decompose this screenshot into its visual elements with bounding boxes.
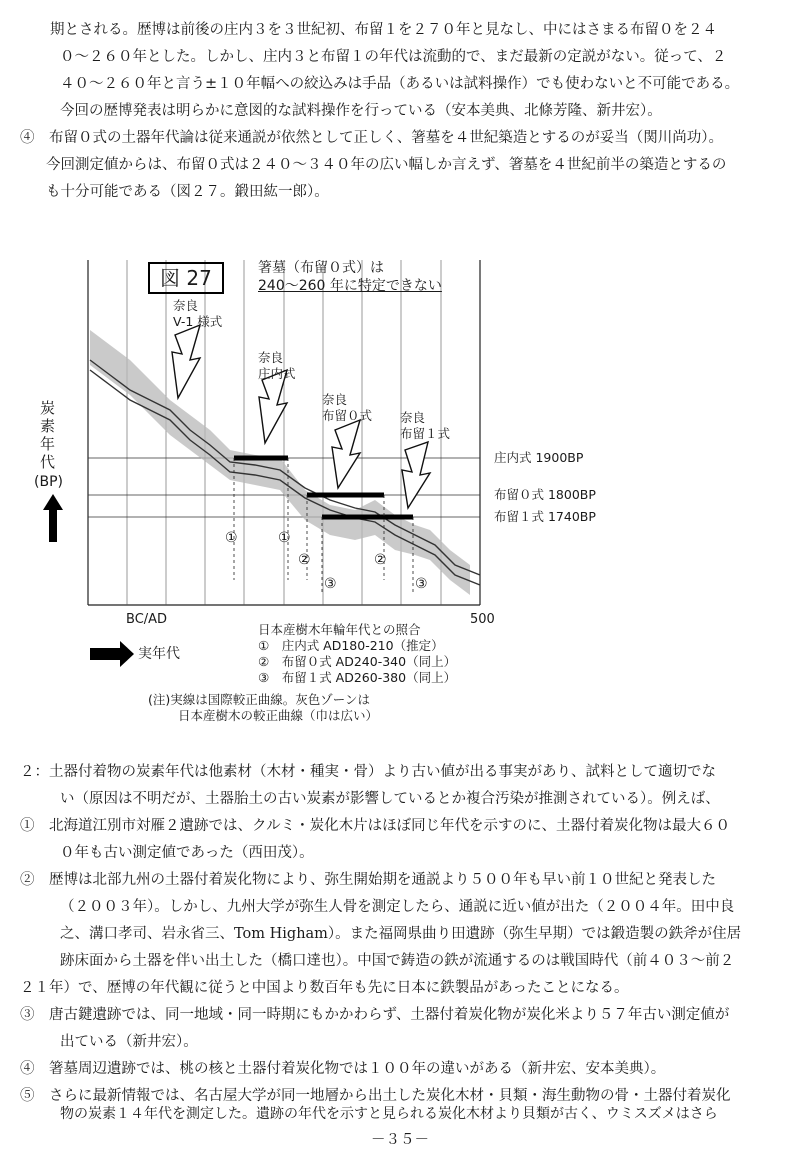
y-axis-label: 年 [40,435,56,453]
text-line: い（原因は不明だが、土器胎土の古い炭素が影響しているとか複合汚染が推測されている）。例えば、 [60,791,720,807]
text-line: （２００３年）。しかし、九州大学が弥生人骨を測定したら、通説に近い値が出た（２００４年。田中良 [60,899,735,915]
page-number: －３５－ [371,1132,429,1148]
label-nara-furu0: 布留０式 [322,408,373,423]
legend-item: ① 庄内式 AD180-210（推定） [258,638,444,653]
label-nara-shonai: 庄内式 [258,366,296,381]
y-axis-label: 代 [40,453,56,471]
figure-headline: 240～260 年に特定できない [258,278,442,294]
y-axis-label: 炭 [40,399,56,417]
text-line: 跡床面から土器を伴い出土した（橋口達也）。中国で鋳造の鉄が流通するのは戦国時代（前４０３～前２ [60,953,735,969]
arrow-v1 [172,325,200,398]
figure-27 [30,250,630,750]
marker-circle-1: ① [225,530,238,546]
y-axis-unit: (BP) [34,474,63,490]
up-arrow-icon [43,494,63,542]
text-line: ４０～２６０年と言う±１０年幅への絞込みは手品（あるいは試料操作）でも使わないと不可能である。 [60,76,740,92]
text-line: 今回測定値からは、布留０式は２４０～３４０年の広い幅しか言えず、箸墓を４世紀前半の築造とするの [46,157,727,173]
figure-note: (注)実線は国際較正曲線。灰色ゾーンは [148,692,371,707]
text-line: ⑤ さらに最新情報では、名古屋大学が同一地層から出土した炭化木材・貝類・海生動物の骨・土器付着炭化 [20,1088,731,1104]
label-nara-v1: V-1 様式 [173,314,223,329]
text-line: 今回の歴博発表は明らかに意図的な試料操作を行っている（安本美典、北條芳隆、新井宏）。 [60,103,662,119]
text-line: ① 北海道江別市対雁２遺跡では、クルミ・炭化木片はほぼ同じ年代を示すのに、土器付着炭化物は最大６０ [20,818,731,834]
text-line: ② 歴博は北部九州の土器付着炭化物により、弥生開始期を通説より５００年も早い前１０世紀と発表した [20,872,716,888]
legend-title: 日本産樹木年輪年代との照合 [258,622,421,637]
marker-circle-1: ① [278,530,291,546]
text-line: ０～２６０年とした。しかし、庄内３と布留１の年代は流動的で、まだ最新の定説がない。従って、２ [60,49,727,65]
legend-item: ② 布留０式 AD240-340（同上） [258,654,457,669]
text-line: 物の炭素１４年代を測定した。遺跡の年代を示すと見られる炭化木材より貝類が古く、ウミスズメはさら [60,1106,718,1122]
marker-circle-2: ② [374,552,387,568]
legend-item: ③ 布留１式 AD260-380（同上） [258,670,457,685]
label-nara-shonai: 奈良 [258,350,284,365]
label-nara-furu0: 奈良 [322,392,348,407]
text-line: 出ている（新井宏）。 [60,1034,198,1050]
marker-circle-2: ② [298,552,311,568]
y-axis-label: 素 [40,417,56,435]
text-line: ０年も古い測定値であった（西田茂）。 [60,845,314,861]
text-line: ③ 唐古鍵遺跡では、同一地域・同一時期にもかかわらず、土器付着炭化物が炭化米より５７年古い測定値が [20,1007,730,1023]
label-nara-v1: 奈良 [173,298,199,313]
arrow-furu1 [402,442,430,508]
figure-headline: 箸墓（布留０式）は [258,260,384,276]
text-line: ④ 箸墓周辺遺跡では、桃の核と土器付着炭化物では１００年の違いがある（新井宏、安本美典）。 [20,1061,666,1077]
jitsunen-label: 実年代 [138,646,180,662]
figure-note: 日本産樹木の較正曲線（巾は広い） [178,708,379,723]
label-nara-furu1: 奈良 [400,410,426,425]
ref-label-furu1: 布留１式 1740BP [494,509,596,524]
arrow-furu0 [332,420,360,488]
text-line: 期とされる。歴博は前後の庄内３を３世紀初、布留１を２７０年と見なし、中にはさまる布留０を２４ [50,22,717,38]
ref-label-shonai: 庄内式 1900BP [494,450,584,465]
text-line: ④ 布留０式の土器年代論は従来通説が依然として正しく、箸墓を４世紀築造とするのが妥当（関川尚功）。 [20,130,723,146]
marker-circle-3: ③ [415,576,428,592]
label-nara-furu1: 布留１式 [400,426,451,441]
ref-label-furu0: 布留０式 1800BP [494,487,596,502]
text-line: 之、溝口孝司、岩永省三、Tom Higham）。また福岡県曲り田遺跡（弥生早期）では鍛造製の鉄斧が住居 [60,926,742,942]
x-label-bcad: BC/AD [126,612,168,627]
marker-circle-3: ③ [324,576,337,592]
right-arrow-icon [90,641,134,667]
text-line: ２：土器付着物の炭素年代は他素材（木材・種実・骨）より古い値が出る事実があり、試料として適切でな [20,764,716,780]
figure-label: 図 27 [148,262,224,294]
text-line: ２１年）で、歴博の年代観に従うと中国より数百年も先に日本に鉄製品があったことになる。 [20,980,629,996]
x-label-500: 500 [470,612,495,627]
text-line: も十分可能である（図２７。鍛田紘一郎）。 [46,184,329,200]
